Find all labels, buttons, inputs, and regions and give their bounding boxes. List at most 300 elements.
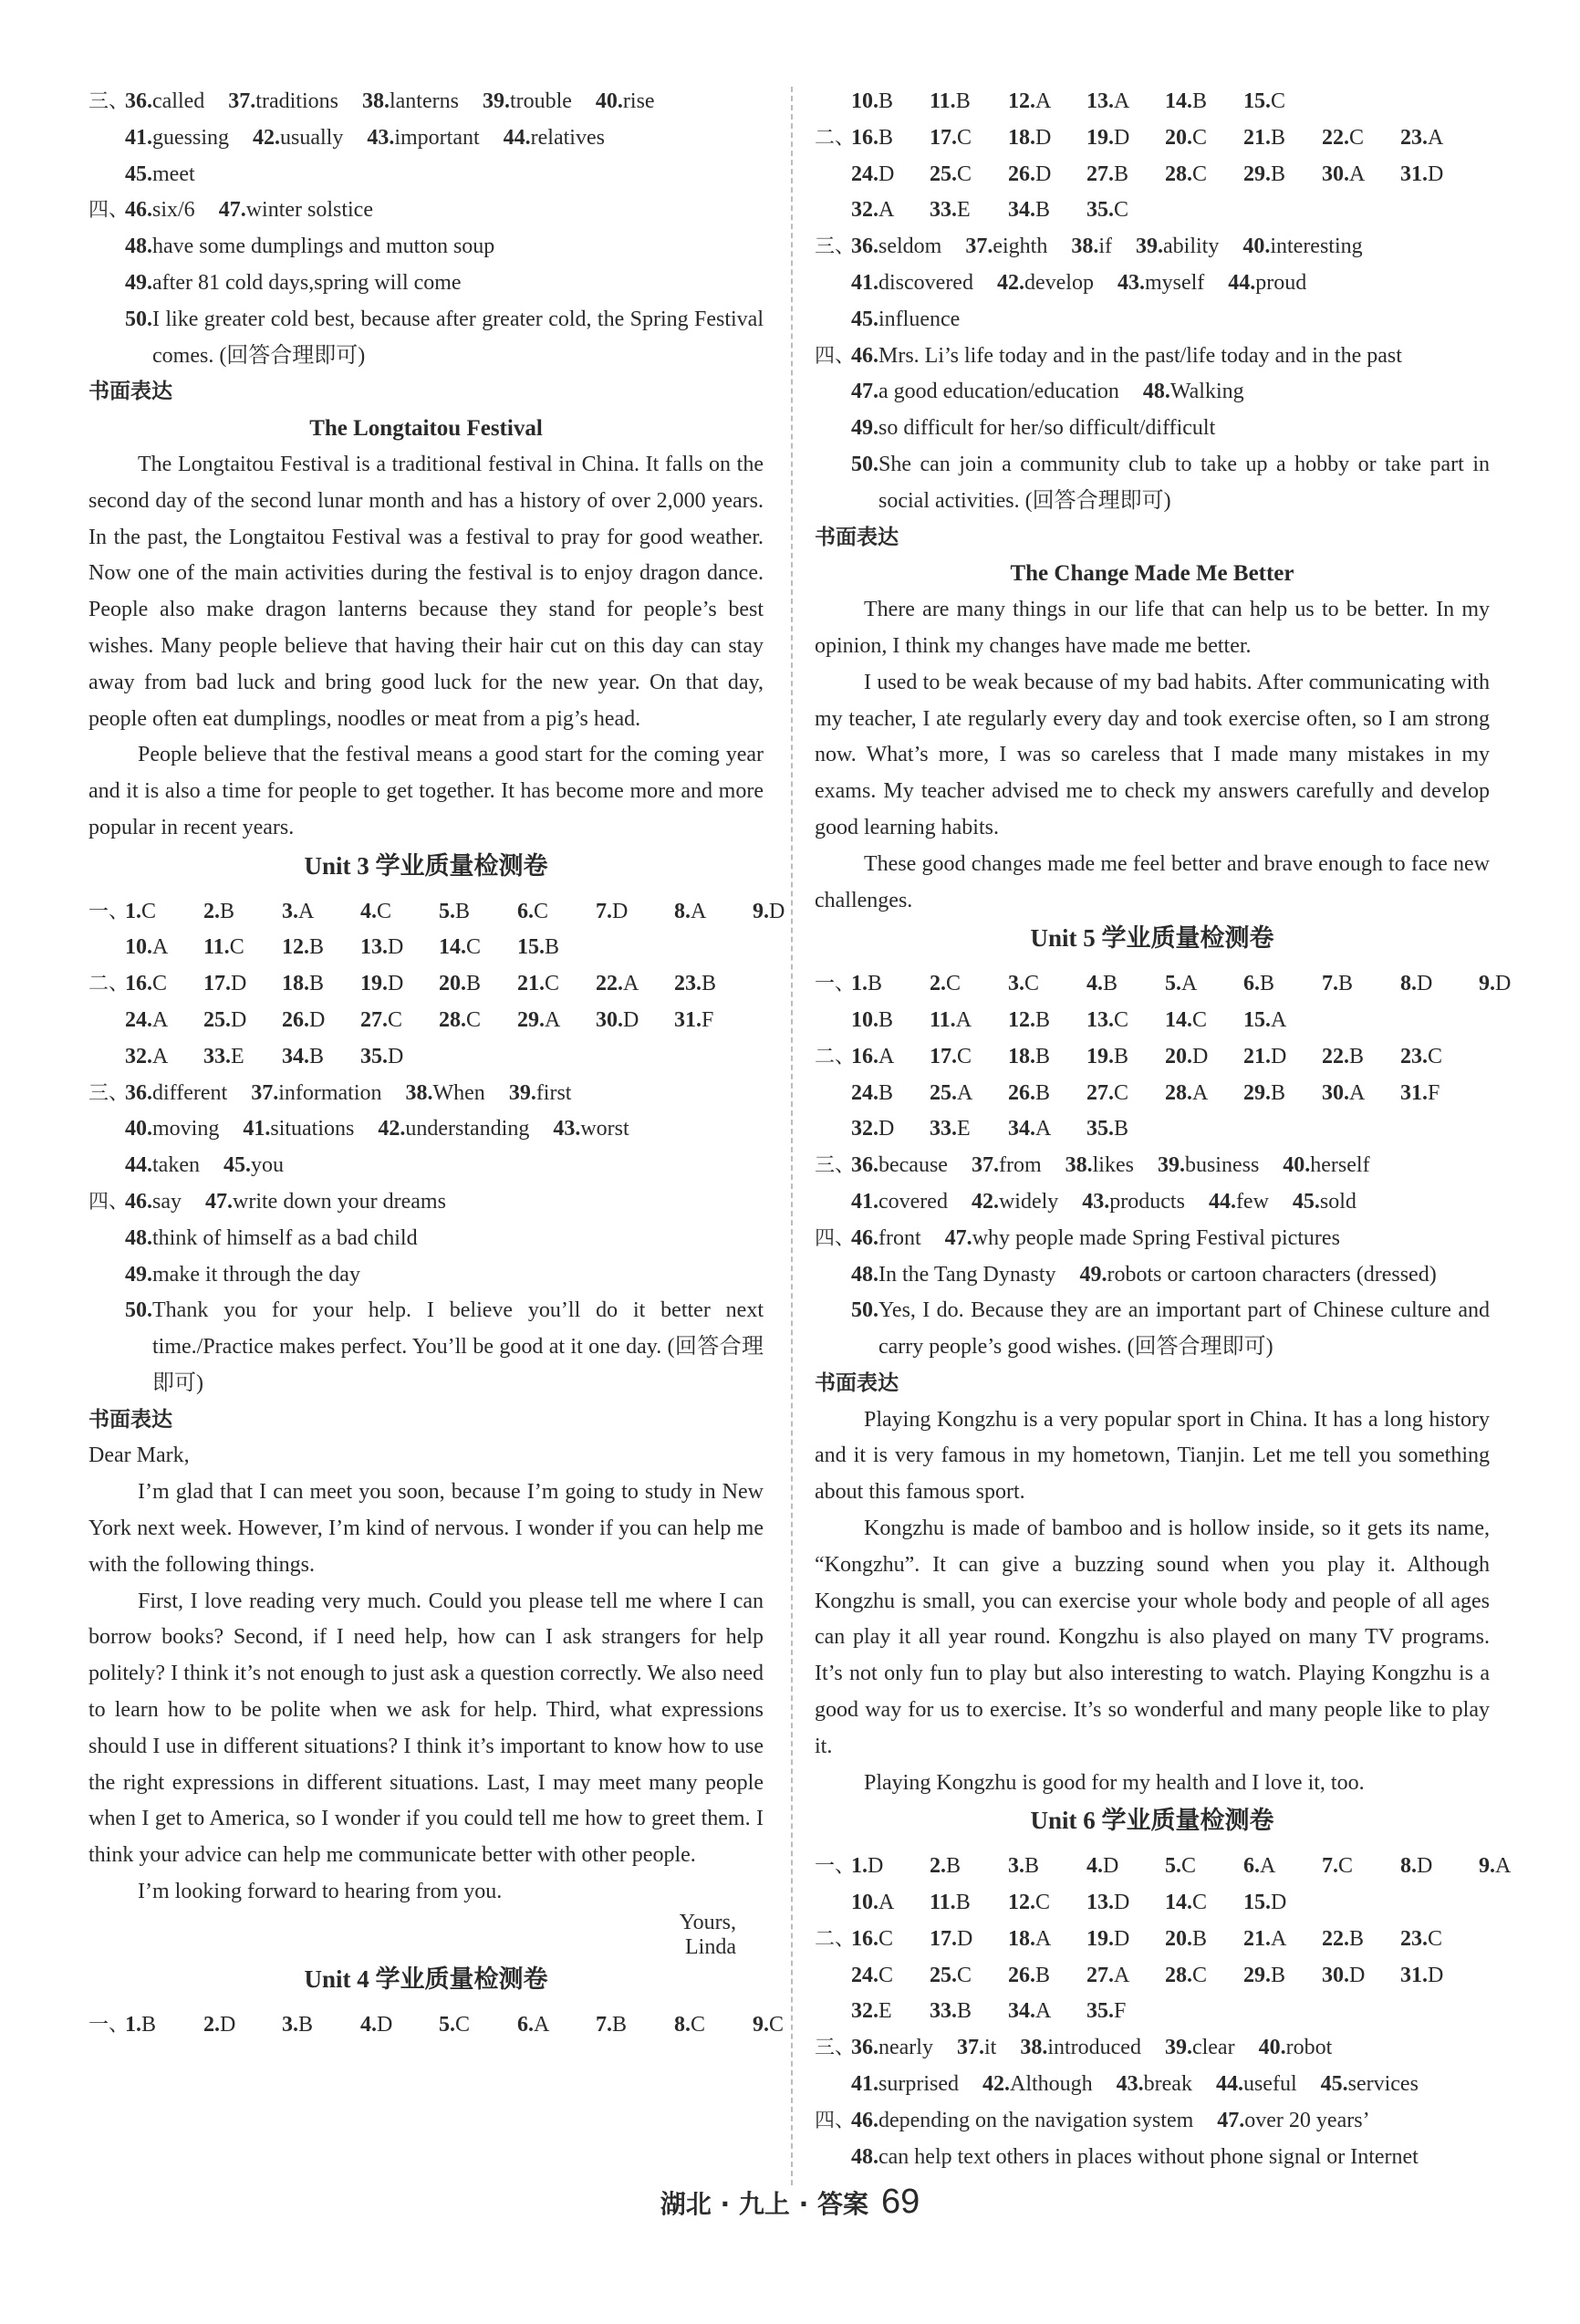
- answer-item: [972, 1148, 1042, 1184]
- answer-text: likes: [1092, 1153, 1134, 1178]
- answer-text: B: [141, 2012, 157, 2037]
- answer-row: [815, 1849, 1512, 1885]
- question-number: 9.: [753, 2012, 769, 2037]
- answer-item: [1165, 1849, 1243, 1885]
- answer-row: [88, 302, 764, 375]
- answer-item: [1165, 2030, 1235, 2067]
- question-number: 19.: [360, 972, 388, 996]
- answer-item: [282, 894, 360, 931]
- answer-item: [125, 2007, 203, 2044]
- answer-row: [815, 1958, 1490, 1995]
- answer-item: [851, 1922, 930, 1958]
- question-number: 12.: [1008, 1891, 1035, 1915]
- answer-item: [982, 2067, 1093, 2103]
- essay-paragraph: I’m glad that I can meet you soon, because I’m going to study in New York next week. However, I’m kind of nervous. I wonder if you can help me with the following things.: [88, 1480, 764, 1577]
- answer-text: D: [1114, 1926, 1130, 1951]
- answer-item: [125, 1003, 203, 1039]
- answer-text: D: [1417, 972, 1433, 996]
- answer-item: [930, 1849, 1008, 1885]
- answer-text: C: [1114, 1007, 1129, 1032]
- question-number: 3.: [1008, 972, 1024, 996]
- answer-text: surprised: [878, 2072, 959, 2097]
- answer-item: [930, 966, 1008, 1003]
- answer-item: [1165, 1039, 1243, 1076]
- answer-text: D: [769, 899, 785, 923]
- answer-text: called: [152, 89, 205, 113]
- question-number: 5.: [1165, 972, 1181, 996]
- answer-item: [851, 966, 930, 1003]
- question-number: 36.: [851, 1153, 878, 1178]
- answer-item: [1165, 966, 1243, 1003]
- answer-text: say: [152, 1189, 182, 1214]
- question-number: 30.: [596, 1007, 623, 1032]
- answer-row: [88, 157, 764, 193]
- answer-item: [851, 1221, 921, 1257]
- answer-item: [125, 1076, 227, 1112]
- answer-row: [88, 1003, 764, 1039]
- answer-text: first: [535, 1080, 572, 1105]
- answer-item: [360, 930, 439, 966]
- unit-heading: Unit 6 学业质量检测卷: [1030, 1807, 1274, 1835]
- question-number: 10.: [851, 89, 878, 113]
- answer-text: B: [878, 125, 894, 150]
- answer-item: [1136, 229, 1219, 266]
- question-number: 15.: [1243, 89, 1271, 113]
- question-number: 13.: [1086, 1007, 1114, 1032]
- answer-item: [851, 84, 930, 120]
- essay-paragraph: Kongzhu is made of bamboo and is hollow inside, so it gets its name, “Kongzhu”. It can give a buzzing sound when you play it. Although Kongzhu is small, you can exercise your whole body and people of all ages can play it all year round. Kongzhu is also played on many TV programs. It’s not only fun to play but also interesting to watch. Playing Kongzhu is a good way for us to exercise. It’s so wonderful and many people like to play it.: [815, 1516, 1490, 1758]
- answer-text: front: [878, 1225, 921, 1250]
- question-number: 40.: [595, 89, 623, 113]
- answer-item: [1080, 1257, 1437, 1294]
- answer-text: A: [1035, 1117, 1052, 1141]
- answer-item: [1259, 2030, 1333, 2067]
- answer-item: [1243, 1958, 1322, 1995]
- answer-text: B: [955, 1891, 971, 1915]
- question-number: 1.: [125, 899, 141, 923]
- answer-item: [997, 266, 1094, 302]
- question-number: 8.: [1400, 972, 1417, 996]
- answer-text: products: [1109, 1189, 1185, 1214]
- answer-item: [362, 84, 459, 120]
- answer-item: [930, 1885, 1008, 1922]
- answer-text: B: [298, 2012, 314, 2037]
- answer-text: A: [878, 1044, 895, 1068]
- question-number: 34.: [1008, 1117, 1035, 1141]
- question-number: 33.: [930, 1117, 957, 1141]
- answer-item: [1293, 1184, 1357, 1221]
- answer-text: understanding: [405, 1117, 530, 1141]
- question-number: 35.: [1086, 1117, 1114, 1141]
- question-number: 23.: [674, 972, 702, 996]
- answer-item: [1400, 966, 1479, 1003]
- question-number: 32.: [851, 1117, 878, 1141]
- question-number: 18.: [1008, 1926, 1035, 1951]
- answer-item: [125, 1148, 200, 1184]
- question-number: 10.: [851, 1007, 878, 1032]
- answer-text: D: [957, 1926, 973, 1951]
- answer-text: interesting: [1270, 234, 1363, 259]
- answer-item: [1400, 1922, 1479, 1958]
- question-number: 39.: [1164, 2036, 1192, 2060]
- answer-text: usually: [280, 125, 344, 150]
- question-number: 14.: [439, 935, 466, 960]
- answer-row: [815, 2030, 1490, 2067]
- answer-section: [815, 339, 1490, 520]
- answer-item: [1165, 1958, 1243, 1995]
- answer-text: C: [946, 972, 962, 996]
- question-number: 13.: [1086, 89, 1114, 113]
- question-number: 11.: [930, 1007, 956, 1032]
- answer-item: [1117, 266, 1204, 302]
- answer-item: [1400, 157, 1479, 193]
- answer-item: [517, 894, 596, 931]
- answer-text: E: [231, 1044, 244, 1068]
- answer-text: so difficult for her/so difficult/difficult: [878, 416, 1216, 441]
- answer-row: [815, 411, 1490, 447]
- question-number: 29.: [1243, 1080, 1271, 1105]
- question-number: 4.: [1086, 1854, 1103, 1879]
- answer-text: D: [612, 899, 629, 923]
- answer-text: D: [388, 935, 404, 960]
- answer-text: worst: [580, 1117, 629, 1141]
- question-number: 34.: [282, 1044, 309, 1068]
- answer-section: [815, 2103, 1490, 2176]
- question-number: 47.: [205, 1189, 233, 1214]
- answer-item: [203, 966, 282, 1003]
- answer-row: [88, 1293, 764, 1402]
- answer-text: A: [878, 1891, 895, 1915]
- answer-text: C: [141, 899, 157, 923]
- answer-text: A: [878, 198, 895, 223]
- answer-text: E: [957, 1117, 971, 1141]
- answer-text: relatives: [530, 125, 605, 150]
- essay-paragraph: There are many things in our life that can help us to be better. In my opinion, I think my changes have made me better.: [815, 598, 1490, 658]
- answer-text: D: [1428, 1963, 1444, 1987]
- question-number: 29.: [517, 1007, 545, 1032]
- question-number: 16.: [125, 972, 152, 996]
- question-number: 15.: [517, 935, 545, 960]
- question-number: 46.: [125, 1189, 152, 1214]
- answer-item: [1165, 1003, 1243, 1039]
- question-number: 36.: [851, 2036, 878, 2060]
- section-number: 一、: [815, 973, 856, 996]
- answer-item: [1086, 120, 1165, 157]
- answer-item: [851, 2103, 1193, 2140]
- answer-item: [930, 1003, 1008, 1039]
- answer-item: [439, 894, 517, 931]
- right-column: [815, 84, 1512, 2175]
- answer-text: C: [1192, 162, 1208, 186]
- answer-item: [957, 2030, 996, 2067]
- question-number: 42.: [982, 2072, 1010, 2097]
- section-number: 四、: [815, 2109, 856, 2132]
- question-number: 4.: [1086, 972, 1103, 996]
- question-number: 50.: [125, 307, 152, 331]
- question-number: 26.: [1008, 1080, 1035, 1105]
- question-number: 46.: [851, 1225, 878, 1250]
- answer-item: [1082, 1184, 1185, 1221]
- answer-item: [504, 120, 605, 157]
- answer-text: different: [152, 1080, 228, 1105]
- answer-text: A: [691, 899, 707, 923]
- answer-text: D: [1114, 1891, 1130, 1915]
- answer-item: [1322, 1039, 1400, 1076]
- answer-item: [1086, 966, 1165, 1003]
- answer-text: B: [1114, 1044, 1129, 1068]
- answer-text: robots or cartoon characters (dressed): [1107, 1262, 1437, 1287]
- answer-section: [88, 193, 764, 374]
- answer-item: [1008, 1958, 1086, 1995]
- answer-item: [125, 966, 203, 1003]
- question-number: 43.: [553, 1117, 581, 1141]
- question-number: 4.: [360, 2012, 377, 2037]
- answer-text: C: [1338, 1854, 1354, 1879]
- answer-item: [360, 966, 439, 1003]
- question-number: 6.: [1243, 972, 1260, 996]
- answer-item: [1243, 84, 1322, 120]
- question-number: 43.: [367, 125, 395, 150]
- answer-text: why people made Spring Festival pictures: [972, 1225, 1340, 1250]
- writing-section-label: 书面表达: [88, 380, 172, 404]
- section-number: 四、: [88, 199, 130, 223]
- answer-row: [815, 1293, 1490, 1366]
- answer-item: [1008, 1076, 1086, 1112]
- question-number: 31.: [1400, 162, 1428, 186]
- answer-section: [815, 229, 1490, 338]
- answer-text: taken: [152, 1153, 200, 1178]
- answer-row: [88, 193, 764, 229]
- answer-item: [1071, 229, 1112, 266]
- question-number: 29.: [1243, 1963, 1271, 1987]
- essay-paragraph: These good changes made me feel better and brave enough to face new challenges.: [815, 851, 1490, 912]
- question-number: 1.: [851, 972, 868, 996]
- answer-item: [360, 1003, 439, 1039]
- question-number: 25.: [930, 162, 957, 186]
- answer-item: [1400, 1849, 1479, 1885]
- question-number: 2.: [203, 899, 220, 923]
- answer-item: [1242, 229, 1362, 266]
- question-number: 25.: [930, 1963, 957, 1987]
- answer-item: [1086, 157, 1165, 193]
- answer-item: [1243, 1922, 1322, 1958]
- answer-item: [1065, 1148, 1134, 1184]
- answer-item: [125, 1221, 418, 1257]
- question-number: 7.: [596, 2012, 612, 2037]
- answer-item: [851, 1958, 930, 1995]
- answer-text: C: [455, 2012, 471, 2037]
- answer-text: A: [1035, 1999, 1052, 2024]
- answer-text: lanterns: [389, 89, 459, 113]
- answer-item: [930, 1076, 1008, 1112]
- answer-text: D: [1103, 1854, 1119, 1879]
- question-number: 14.: [1165, 1007, 1192, 1032]
- answer-item: [596, 2007, 674, 2044]
- answer-item: [203, 930, 282, 966]
- answer-text: nearly: [878, 2036, 933, 2060]
- section-number: 三、: [815, 235, 856, 259]
- answer-text: C: [377, 899, 392, 923]
- answer-item: [930, 84, 1008, 120]
- answer-item: [1008, 157, 1086, 193]
- answer-item: [851, 2067, 959, 2103]
- question-number: 28.: [1165, 1080, 1192, 1105]
- answer-row: [815, 120, 1490, 157]
- question-number: 27.: [1086, 1080, 1114, 1105]
- answer-text: sold: [1319, 1189, 1357, 1214]
- answer-row: [88, 894, 785, 931]
- answer-text: D: [1495, 972, 1512, 996]
- answer-section: [88, 2007, 785, 2044]
- answer-item: [1243, 120, 1322, 157]
- answer-text: D: [1192, 1044, 1209, 1068]
- answer-text: C: [1114, 198, 1129, 223]
- answer-item: [674, 966, 753, 1003]
- question-number: 26.: [282, 1007, 309, 1032]
- answer-item: [1008, 1994, 1086, 2030]
- question-number: 27.: [1086, 1963, 1114, 1987]
- answer-text: D: [1349, 1963, 1366, 1987]
- section-number: 三、: [815, 2037, 856, 2060]
- answer-text: C: [769, 2012, 785, 2037]
- answer-text: moving: [152, 1117, 220, 1141]
- answer-text: A: [1349, 1080, 1366, 1105]
- section-number: 二、: [815, 1927, 856, 1951]
- answer-row: [815, 2140, 1490, 2176]
- answer-row: [815, 1076, 1490, 1112]
- answer-text: B: [309, 972, 325, 996]
- answer-text: influence: [878, 307, 961, 331]
- answer-text: D: [878, 1117, 895, 1141]
- question-number: 45.: [1292, 1189, 1320, 1214]
- answer-row: [815, 1148, 1490, 1184]
- answer-item: [851, 1257, 1056, 1294]
- answer-item: [406, 1076, 485, 1112]
- answer-item: [596, 966, 674, 1003]
- answer-text: A: [152, 1044, 169, 1068]
- answer-text: services: [1347, 2072, 1419, 2097]
- essay-paragraph: Playing Kongzhu is a very popular sport in China. It has a long history and it is very famous in my hometown, Tianjin. Let me tell you something about this famous sport.: [815, 1407, 1490, 1505]
- answer-text: B: [1349, 1926, 1365, 1951]
- answer-item: [282, 1003, 360, 1039]
- answer-text: D: [868, 1854, 884, 1879]
- question-number: 17.: [203, 972, 231, 996]
- question-number: 16.: [851, 125, 878, 150]
- answer-item: [282, 930, 360, 966]
- question-number: 42.: [378, 1117, 406, 1141]
- answer-text: C: [1024, 972, 1040, 996]
- answer-text: B: [1035, 1963, 1051, 1987]
- question-number: 14.: [1165, 1891, 1192, 1915]
- answer-text: A: [1114, 89, 1130, 113]
- answer-row: [815, 157, 1490, 193]
- question-number: 49.: [1079, 1262, 1107, 1287]
- answer-row: [815, 1039, 1490, 1076]
- answer-row: [88, 120, 764, 157]
- answer-item: [851, 1039, 930, 1076]
- essay-paragraph: First, I love reading very much. Could you please tell me where I can borrow books? Second, if I need help, how can I ask strangers for help politely? I think it’s not enough to just ask a question correctly. We also need to learn how to be polite when we ask for help. Third, what expressions should I use in different situations? I think it’s important to know how to use the right expressions in different situations. Last, I may meet many people when I get to America, so I wonder if you could tell me how to greet them. I think your advice can help me communicate better with other people.: [88, 1589, 764, 1868]
- answer-row: [88, 229, 764, 266]
- answer-text: D: [388, 1044, 404, 1068]
- question-number: 49.: [125, 1262, 152, 1287]
- question-number: 37.: [251, 1080, 279, 1105]
- answer-text: B: [878, 89, 894, 113]
- answer-item: [930, 1922, 1008, 1958]
- question-number: 48.: [851, 1262, 878, 1287]
- answer-text: She can join a community club to take up a hobby or take part in social activities. (回答合理即可): [878, 452, 1490, 513]
- answer-item: [851, 1849, 930, 1885]
- answer-row: [88, 930, 764, 966]
- question-number: 22.: [1322, 125, 1349, 150]
- answer-item: [125, 266, 462, 302]
- answer-text: C: [229, 935, 244, 960]
- answer-item: [243, 1111, 354, 1148]
- answer-text: B: [612, 2012, 628, 2037]
- answer-row: [815, 1221, 1490, 1257]
- answer-row: [815, 302, 1490, 339]
- answer-text: F: [702, 1007, 714, 1032]
- question-number: 34.: [1008, 1999, 1035, 2024]
- question-number: 36.: [125, 1080, 152, 1105]
- question-number: 44.: [1228, 270, 1256, 295]
- answer-item: [851, 1111, 930, 1148]
- question-number: 39.: [482, 89, 510, 113]
- answer-item: [1479, 1849, 1557, 1885]
- answer-text: A: [1271, 1007, 1287, 1032]
- answer-item: [851, 2140, 1419, 2176]
- question-number: 17.: [930, 1926, 957, 1951]
- answer-text: B: [466, 972, 482, 996]
- answer-text: break: [1143, 2072, 1192, 2097]
- answer-row: [88, 1076, 764, 1112]
- answer-item: [1086, 1003, 1165, 1039]
- answer-section: [815, 966, 1512, 1039]
- page-footer: [0, 2183, 1580, 2222]
- essay-paragraph: I used to be weak because of my bad habits. After communicating with my teacher, I ate regularly every day and took exercise often, so I am strong now. What’s more, I was so careless that I made many mistakes in my exams. My teacher advised me to check my answers carefully and develop good learning habits.: [815, 670, 1490, 839]
- answer-row: [815, 266, 1490, 302]
- answer-item: [1322, 1849, 1400, 1885]
- answer-item: [1008, 120, 1086, 157]
- question-number: 40.: [1283, 1153, 1311, 1178]
- answer-text: B: [1114, 162, 1129, 186]
- answer-item: [1243, 966, 1322, 1003]
- question-number: 18.: [282, 972, 309, 996]
- answer-text: D: [1035, 162, 1052, 186]
- answer-item: [1243, 157, 1322, 193]
- question-number: 28.: [1165, 1963, 1192, 1987]
- answer-row: [88, 1184, 764, 1221]
- question-number: 11.: [930, 1891, 956, 1915]
- question-number: 21.: [1243, 1044, 1271, 1068]
- question-number: 16.: [851, 1044, 878, 1068]
- answer-text: B: [1271, 1080, 1286, 1105]
- answer-text: A: [1114, 1963, 1130, 1987]
- question-number: 12.: [1008, 1007, 1035, 1032]
- question-number: 21.: [517, 972, 545, 996]
- question-number: 7.: [1322, 972, 1338, 996]
- answer-text: C: [466, 935, 482, 960]
- answer-text: because: [878, 1153, 948, 1178]
- answer-text: D: [1271, 1891, 1287, 1915]
- answer-text: A: [152, 935, 169, 960]
- question-number: 43.: [1082, 1189, 1110, 1214]
- answer-item: [1165, 120, 1243, 157]
- answer-text: I like greater cold best, because after greater cold, the Spring Festival comes. (回答合理即可): [152, 307, 764, 368]
- answer-section: [88, 1184, 764, 1402]
- answer-text: introduced: [1047, 2036, 1141, 2060]
- answer-text: B: [702, 972, 717, 996]
- answer-text: trouble: [509, 89, 572, 113]
